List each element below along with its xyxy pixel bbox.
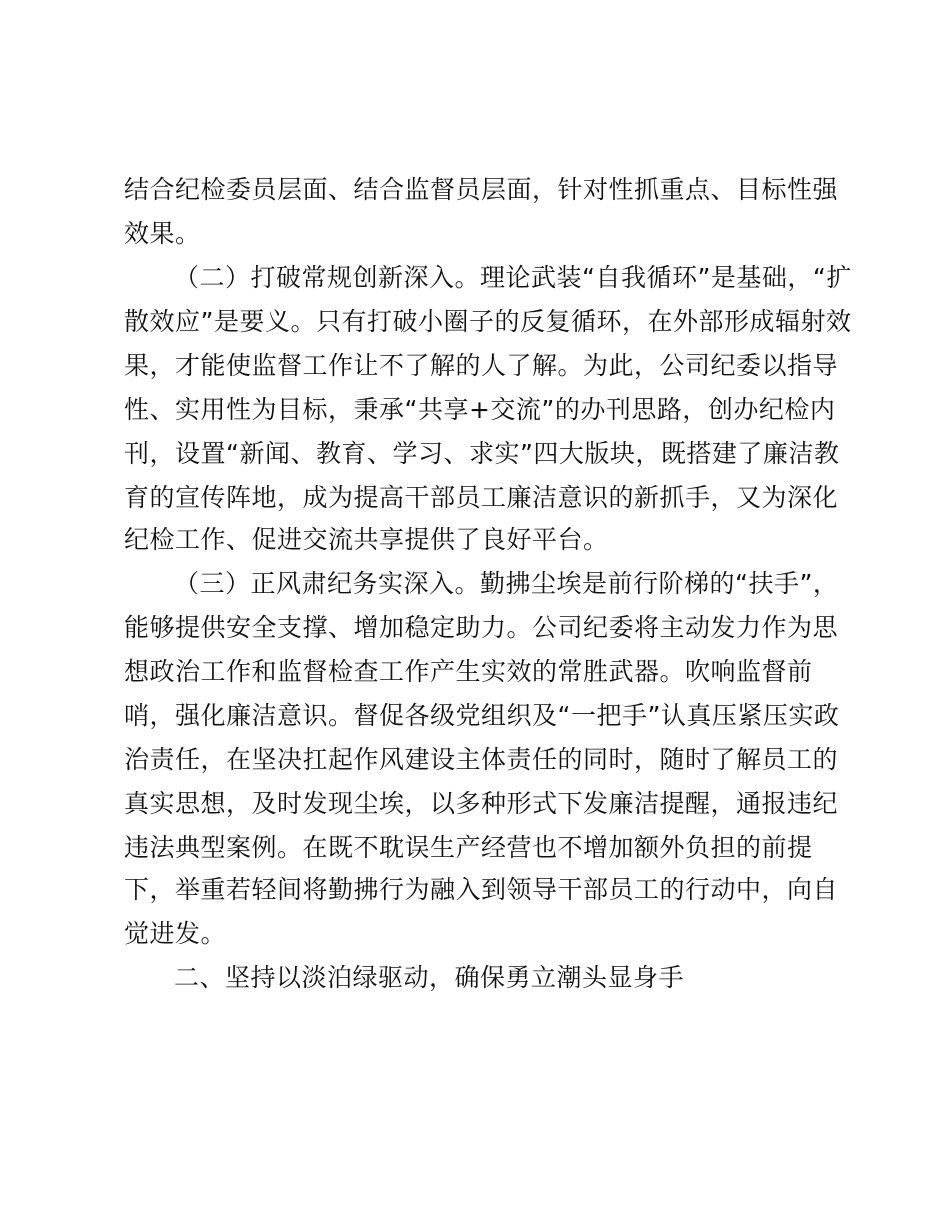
chapter-heading: 二、坚持以淡泊绿驱动，确保勇立潮头显身手 — [174, 963, 685, 992]
text-line: 违法典型案例。在既不耽误生产经营也不增加额外负担的前提 — [124, 833, 813, 862]
text-line: 下，举重若轻间将勤拂行为融入到领导干部员工的行动中，向自 — [124, 875, 839, 904]
text-line: 能够提供安全支撑、增加稳定助力。公司纪委将主动发力作为思 — [124, 613, 839, 642]
text-line: 纪检工作、促进交流共享提供了良好平台。 — [124, 525, 609, 554]
text-line: 结合纪检委员层面、结合监督员层面，针对性抓重点、目标性强 — [124, 175, 839, 204]
text-line: 哨，强化廉洁意识。督促各级党组织及“一把手”认真压紧压实政 — [124, 701, 840, 730]
text-line: 刊，设置“新闻、教育、学习、求实”四大版块，既搭建了廉洁教 — [124, 439, 840, 468]
section-heading-3: （三）正风肃纪务实深入。勤拂尘埃是前行阶梯的“扶手”， — [174, 569, 839, 598]
text-line: 散效应”是要义。只有打破小圈子的反复循环，在外部形成辐射效 — [124, 307, 852, 336]
text-line: 效果。 — [124, 219, 201, 248]
text-line: 果，才能使监督工作让不了解的人了解。为此，公司纪委以指导 — [124, 351, 839, 380]
text-line: 想政治工作和监督检查工作产生实效的常胜武器。吹响监督前 — [124, 657, 813, 686]
text-line: 真实思想，及时发现尘埃，以多种形式下发廉洁提醒，通报违纪 — [124, 789, 839, 818]
text-line: 育的宣传阵地，成为提高干部员工廉洁意识的新抓手，又为深化 — [124, 483, 839, 512]
text-line: 性、实用性为目标，秉承“共享+交流”的办刊思路，创办纪检内 — [124, 395, 836, 424]
text-line: 治责任，在坚决扛起作风建设主体责任的同时，随时了解员工的 — [124, 745, 839, 774]
text-line: 觉进发。 — [124, 919, 227, 948]
section-heading-2: （二）打破常规创新深入。理论武装“自我循环”是基础，“扩 — [174, 263, 852, 292]
